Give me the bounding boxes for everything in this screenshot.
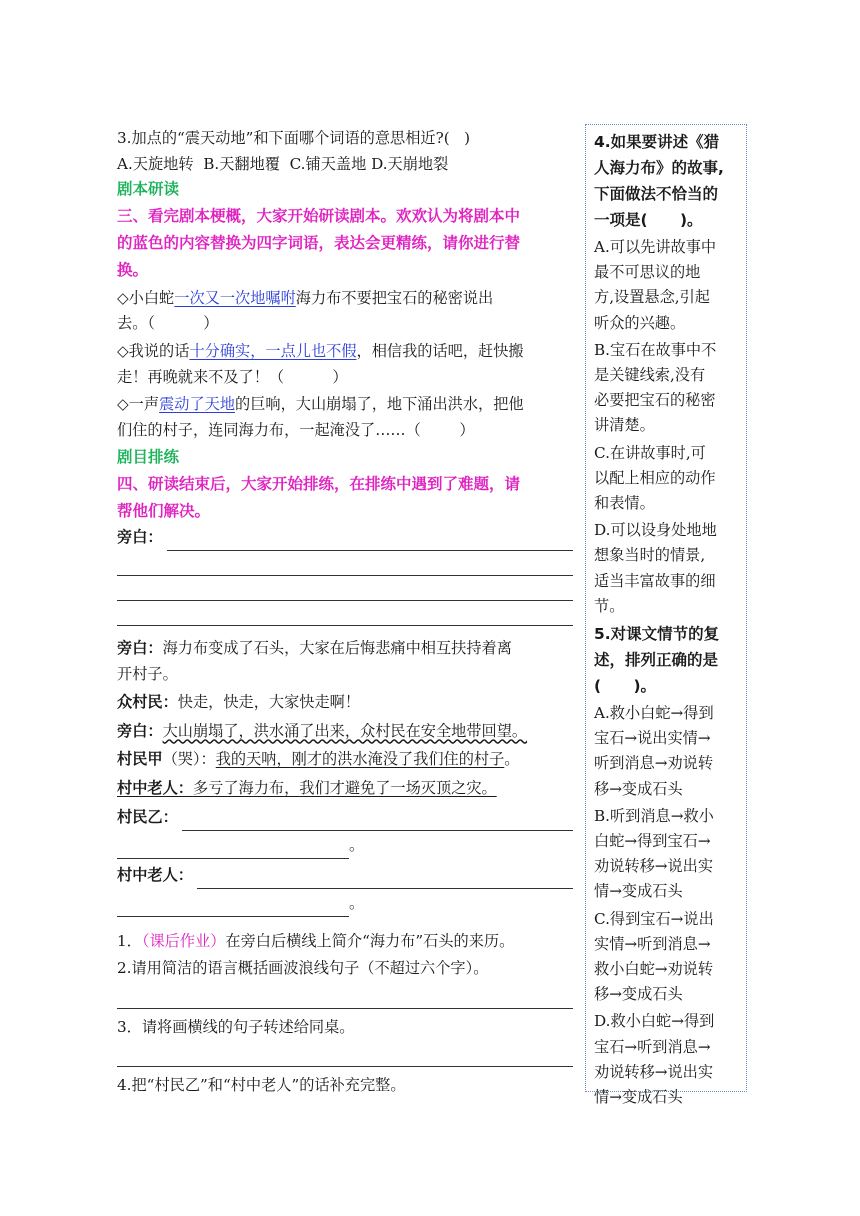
task-four-line: 四、研读结束后，大家开始排练，在排练中遇到了难题，请 [117, 474, 521, 493]
answer-line[interactable] [117, 1040, 573, 1067]
narrator-line-2 [117, 636, 573, 662]
q4-line: 一项是( )。 [594, 211, 703, 229]
task-four-line: 帮他们解决。 [117, 501, 211, 520]
q4-line: 4.如果要讲述《猎 [594, 133, 720, 151]
answer-line[interactable] [117, 576, 573, 601]
narrator-blank-row [117, 525, 573, 551]
elder-label: 村中老人： [117, 865, 193, 884]
option-line: 节。 [594, 596, 625, 615]
task-three [117, 203, 573, 284]
answer-line[interactable] [117, 601, 573, 626]
task-number: 1． [117, 931, 142, 950]
villager-b-answer-line[interactable] [117, 838, 349, 859]
task-three-line: 三、看完剧本梗概，大家开始研读剧本。欢欢认为将剧本中 [117, 206, 521, 225]
option-line: 移→变成石头 [594, 779, 683, 798]
option-line: 宝石→说出实情→ [594, 729, 711, 748]
task-three-line: 换。 [117, 260, 149, 279]
dialogue-text: 快走，快走，大家快走啊！ [177, 693, 360, 712]
script-item-3-cont: 们住的村子，连同海力布，一起淹没了……（ ） [117, 420, 475, 439]
option-line: 移→变成石头 [594, 985, 683, 1004]
option-line: 救小白蛇→劝说转 [594, 960, 714, 979]
section-heading-script: 剧本研读 [117, 180, 180, 199]
narrator-label: 旁白： [117, 721, 163, 740]
option-line: D.救小白蛇→得到 [594, 1012, 715, 1031]
villager-a-line [117, 747, 573, 773]
villagers-line [117, 690, 573, 716]
option-line: B.听到消息→救小 [594, 806, 714, 825]
option-line: 劝说转移→说出实 [594, 857, 714, 876]
underlined-sentence: 多亏了海力布，我们才避免了一场灭顶之灾。 [192, 778, 497, 797]
item-text: ◇一声 [117, 395, 160, 414]
punctuation: 。 [349, 835, 365, 854]
item-text: 海力布不要把宝石的秘密说出 [295, 288, 494, 307]
q5-option-b [594, 804, 740, 905]
option-line: C.在讲故事时,可 [594, 443, 706, 462]
option-line: 实情→听到消息→ [594, 934, 711, 953]
task-three-line: 的蓝色的内容替换为四字词语，表达会更精练，请你进行替 [117, 233, 521, 252]
q3-question: 3.加点的“震天动地”和下面哪个词语的意思相近?( ) [117, 129, 471, 147]
narrator-answer-line[interactable] [167, 530, 573, 551]
punctuation: 。 [349, 893, 365, 912]
main-column [117, 126, 573, 1099]
q5-option-d [594, 1009, 740, 1110]
homework-tag: （课后作业） [141, 931, 226, 950]
punctuation: 。 [504, 750, 520, 769]
option-line: 情→变成石头 [594, 882, 683, 901]
stage-direction: （哭）： [162, 750, 216, 769]
task-four [117, 471, 573, 525]
villager-b-row-2 [117, 833, 573, 859]
blue-phrase: 十分确实，一点儿也不假 [189, 341, 357, 360]
option-line: 宝石→听到消息→ [594, 1037, 711, 1056]
underlined-sentence: 我的天呐，刚才的洪水淹没了我们住的村子 [215, 750, 505, 769]
option-line: 是关键线索,没有 [594, 366, 706, 385]
option-line: C.得到宝石→说出 [594, 909, 714, 928]
blue-phrase: 一次又一次地嘱咐 [174, 288, 296, 307]
elder-row [117, 863, 573, 889]
option-line: 讲清楚。 [594, 416, 655, 435]
blue-phrase: 震动了天地 [159, 395, 235, 414]
q5-option-a [594, 701, 740, 802]
option-line: 听到消息→劝说转 [594, 754, 714, 773]
script-item-1 [117, 286, 573, 312]
option-line: A.救小白蛇→得到 [594, 704, 714, 723]
elder-answer-line[interactable] [197, 868, 573, 889]
option-line: 方,设置悬念,引起 [594, 288, 710, 307]
q3-options: A.天旋地转 B.天翻地覆 C.铺天盖地 D.天崩地裂 [117, 154, 449, 173]
villager-a-label: 村民甲 [117, 750, 163, 769]
elder-answer-line[interactable] [117, 896, 349, 917]
option-line: 以配上相应的动作 [594, 468, 716, 487]
villager-b-label: 村民乙： [117, 807, 178, 826]
q4-option-a [594, 235, 740, 336]
answer-line[interactable] [117, 551, 573, 576]
dialogue-text: 海力布变成了石头，大家在后悔悲痛中相互扶持着离 [162, 638, 512, 657]
q5-line: 述，排列正确的是 [594, 651, 719, 670]
task-4: 4.把“村民乙”和“村中老人”的话补充完整。 [117, 1076, 406, 1095]
item-text: 的巨响，大山崩塌了，地下涌出洪水，把他 [235, 395, 524, 414]
option-line: B.宝石在故事中不 [594, 340, 717, 359]
option-line: A.可以先讲故事中 [594, 238, 717, 256]
q4-option-c [594, 441, 740, 517]
option-line: 情→变成石头 [594, 1088, 683, 1107]
elder-line [117, 776, 573, 802]
option-line: 适当丰富故事的细 [594, 571, 716, 590]
q5-line: ( )。 [594, 677, 657, 696]
script-item-1-cont: 去。（ ） [117, 314, 219, 333]
item-text: ◇我说的话 [117, 341, 190, 360]
option-line: 必要把宝石的秘密 [594, 391, 716, 410]
narrator-label: 旁白： [117, 528, 163, 547]
option-line: D.可以设身处地地 [594, 521, 717, 540]
villager-b-row [117, 805, 573, 831]
item-text: ，相信我的话吧，赶快搬 [356, 341, 524, 360]
q5-line: 5.对课文情节的复 [594, 625, 720, 644]
option-line: 和表情。 [594, 494, 655, 513]
villager-b-answer-line[interactable] [182, 810, 573, 831]
option-line: 劝说转移→说出实 [594, 1062, 714, 1081]
q4-line: 人海力布》的故事, [594, 159, 724, 177]
script-item-2-cont: 走！再晚就来不及了！（ ） [117, 367, 348, 386]
task-1 [117, 929, 573, 955]
villagers-label: 众村民： [117, 693, 178, 712]
q5-option-c [594, 907, 740, 1008]
script-item-3 [117, 392, 573, 418]
q5-heading [594, 621, 740, 699]
q4-option-d [594, 518, 740, 619]
narrator-line-2-cont: 开村子。 [117, 664, 178, 683]
option-line: 白蛇→得到宝石→ [594, 832, 711, 851]
wavy-sentence: 大山崩塌了，洪水涌了出来，众村民在安全地带回望。 [162, 721, 528, 740]
answer-line[interactable] [117, 982, 573, 1009]
option-line: 想象当时的情景, [594, 546, 706, 565]
script-item-2 [117, 339, 573, 365]
option-line: 听众的兴趣。 [594, 313, 686, 332]
narrator-line-3 [117, 719, 573, 745]
option-line: 最不可思议的地 [594, 263, 701, 282]
task-3: 3．请将画横线的句子转述给同桌。 [117, 1017, 355, 1036]
section-heading-rehearse: 剧目排练 [117, 448, 180, 467]
q4-line: 下面做法不恰当的 [594, 185, 719, 203]
q4-heading [594, 129, 740, 233]
q4-option-b [594, 338, 740, 439]
task-text: 在旁白后横线上简介“海力布”石头的来历。 [225, 931, 515, 950]
narrator-label: 旁白： [117, 638, 163, 657]
elder-label: 村中老人： [117, 778, 193, 797]
task-2: 2.请用简洁的语言概括画波浪线句子（不超过六个字）。 [117, 959, 489, 978]
elder-row-2 [117, 891, 573, 917]
item-text: ◇小白蛇 [117, 288, 175, 307]
sidebar-questions [585, 124, 747, 1107]
